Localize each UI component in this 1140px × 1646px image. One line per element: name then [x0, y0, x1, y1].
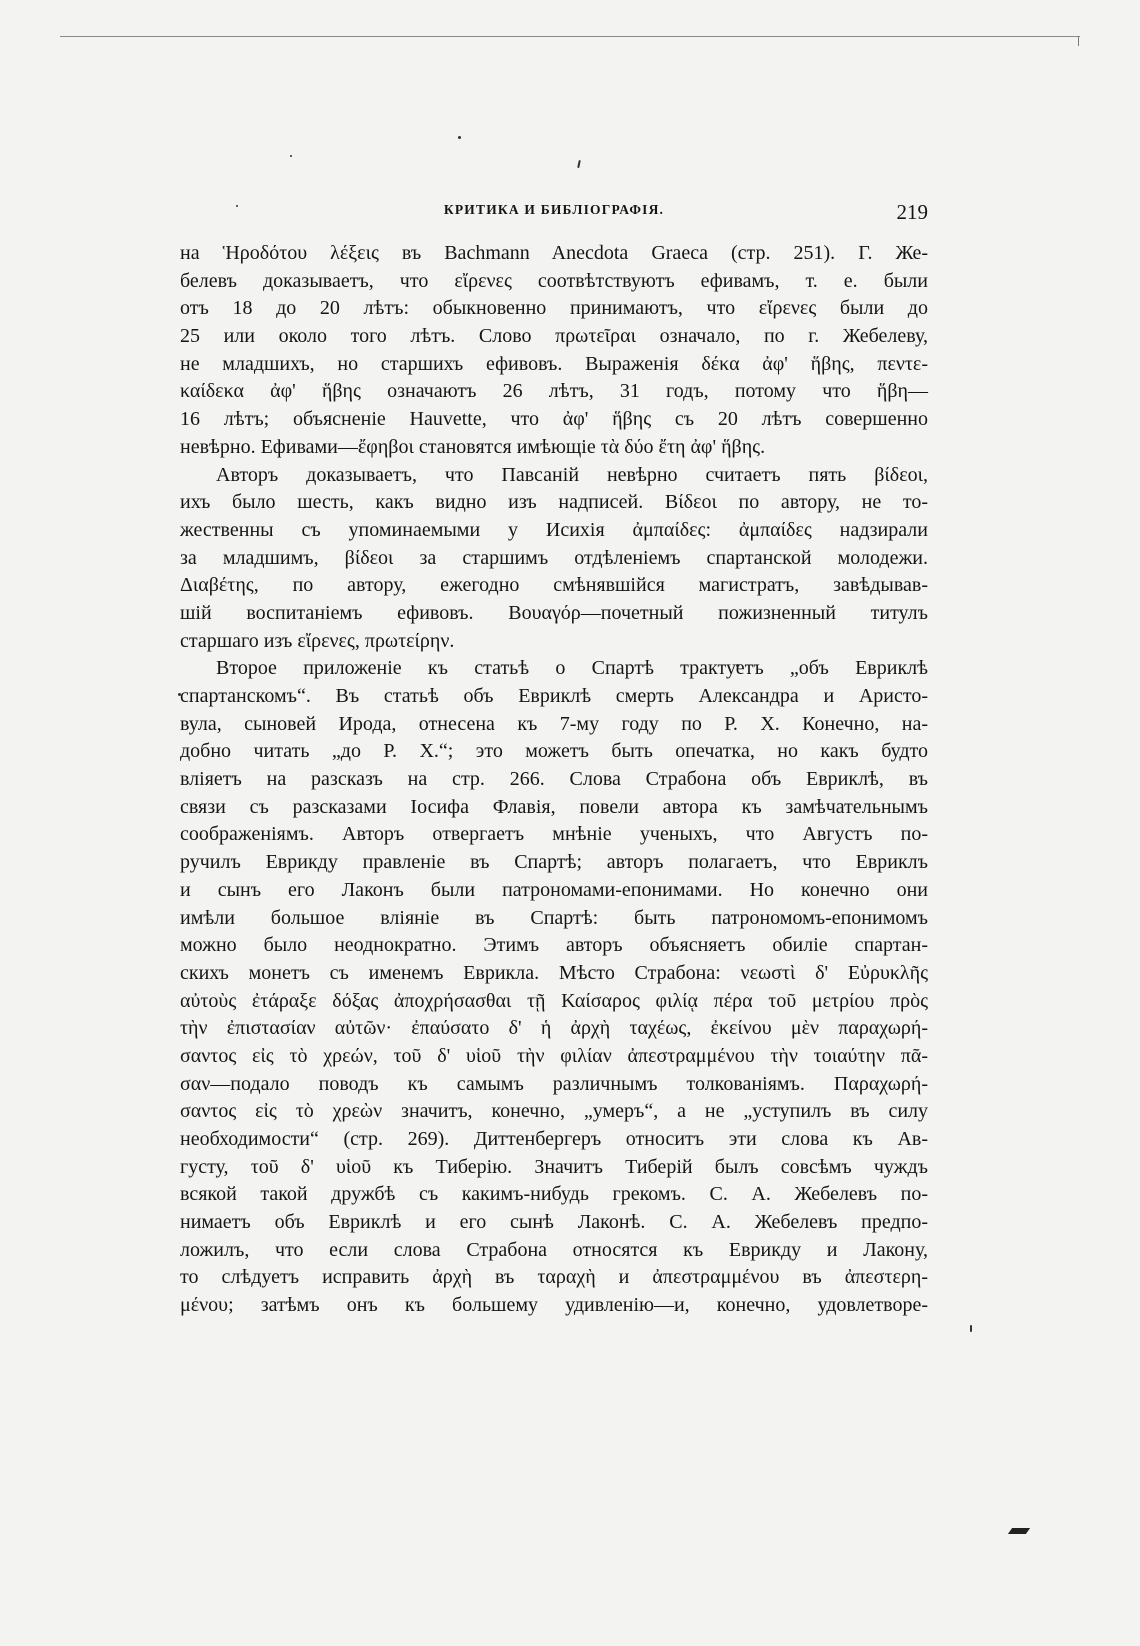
paragraph	[180, 462, 928, 656]
text-line: белевъ доказываетъ, что εἴρενες соотвѣтствуютъ ефивамъ, т. е. были	[180, 269, 928, 292]
corner-ink-mark	[1008, 1528, 1030, 1534]
text-line: старшаго изъ εἴρενες, πρωτείρην.	[180, 629, 455, 652]
text-line: καίδεκα ἀφ' ἥβης означаютъ 26 лѣтъ, 31 годъ, потому что ἥβη—	[180, 380, 928, 403]
text-line: густу, τοῦ δ' υἱοῦ къ Тиберію. Значитъ Тиберій былъ совсѣмъ чуждъ	[180, 1155, 928, 1178]
text-line: ложилъ, что если слова Страбона относятся къ Еврикду и Лакону,	[180, 1238, 928, 1261]
text-line: σαν—подало поводъ къ самымъ различнымъ толкованіямъ. Παραχωρή-	[180, 1072, 928, 1095]
paragraph	[180, 240, 928, 462]
text-line: скихъ монетъ съ именемъ Еврикла. Мѣсто Страбона: νεωστὶ δ' Εὐρυκλῆς	[180, 961, 928, 984]
text-line: можно было неоднократно. Этимъ авторъ объясняетъ обиліе спартан-	[180, 934, 928, 957]
scan-speck	[970, 1325, 972, 1332]
text-line: спартанскомъ“. Въ статьѣ объ Евриклѣ смерть Александра и Аристо-	[180, 685, 928, 707]
text-line: σαντος εἰς τὸ χρεών, τοῦ δ' υἱοῦ τὴν φιλίαν ἀπεστραμμένου τὴν τοιαύτην πᾶ-	[180, 1044, 928, 1067]
text-line: Авторъ доказываетъ, что Павсаній невѣрно считаетъ пять βίδεοι,	[216, 463, 928, 486]
running-head: КРИТИКА И БИБЛІОГРАФІЯ.	[443, 202, 665, 217]
text-line: Второе приложеніе къ статьѣ о Спартѣ трактуетъ „объ Евриклѣ	[216, 657, 928, 680]
text-line: τὴν ἐπιστασίαν αὐτῶν· ἐπαύσατο δ' ἡ ἀρχὴ ταχέως, ἐκείνου μὲν παραχωρή-	[180, 1017, 928, 1040]
scan-speck	[577, 160, 580, 168]
text-line: невѣрно. Ефивами—ἔφηβοι становятся имѣющіе τὰ δύο ἔτη ἀφ' ἥβης.	[180, 435, 766, 458]
text-line: отъ 18 до 20 лѣтъ: обыкновенно принимаютъ, что εἴρενες были до	[180, 297, 928, 320]
text-line: шій воспитаніемъ ефивовъ. Βουαγόρ—почетный пожизненный титулъ	[180, 601, 928, 624]
text-line: то слѣдуетъ исправить ἀρχὴ въ ταραχὴ и ἀπεστραμμένου въ ἀπεστερη-	[180, 1266, 928, 1289]
text-line: σαντος εἰς τὸ χρεὼν значитъ, конечно, „умеръ“, а не „уступилъ въ силу	[180, 1100, 928, 1123]
body-text	[180, 240, 928, 1320]
text-line: имѣли большое вліяніе въ Спартѣ: быть патрономомъ-епонимомъ	[180, 906, 928, 929]
text-line: связи съ разсказами Іосифа Флавія, повели автора къ замѣчательнымъ	[180, 795, 928, 818]
page-number: 219	[896, 200, 928, 224]
scan-speck	[290, 155, 292, 157]
text-line: αὐτοὺς ἐτάραξε δόξας ἀποχρήσασθαι τῇ Καίσαρος φιλίᾳ πέρα τοῦ μετρίου πρὸς	[180, 989, 928, 1012]
text-line: на Ἡροδότου λέξεις въ Bachmann Anecdota Graeca (стр. 251). Г. Же-	[180, 242, 928, 264]
text-line: 16 лѣтъ; объясненіе Hauvette, что ἀφ' ἥβης съ 20 лѣтъ совершенно	[180, 408, 928, 431]
text-line: за младшимъ, βίδεοι за старшимъ отдѣленіемъ спартанской молодежи.	[180, 546, 928, 569]
scan-speck	[458, 136, 461, 139]
text-line: ручилъ Еврикду правленіе въ Спартѣ; авторъ полагаетъ, что Евриклъ	[180, 851, 928, 874]
text-line: не младшихъ, но старшихъ ефивовъ. Выраженія δέκα ἀφ' ἥβης, πεντε-	[180, 352, 928, 375]
text-line: μένου; затѣмъ онъ къ большему удивленію—и, конечно, удовлетворе-	[180, 1294, 928, 1317]
text-line: всякой такой дружбѣ съ какимъ-нибудь грекомъ. С. А. Жебелевъ по-	[180, 1183, 928, 1206]
text-line: вула, сыновей Ирода, отнесена къ 7-му году по Р. Х. Конечно, на-	[180, 712, 928, 735]
paragraph	[180, 655, 928, 1320]
text-line: необходимости“ (стр. 269). Диттенбергеръ относитъ эти слова къ Ав-	[180, 1128, 928, 1150]
page-header	[180, 200, 928, 224]
text-line: 25 или около того лѣтъ. Слово πρωτεῖραι означало, по г. Жебелеву,	[180, 325, 928, 348]
text-line: соображеніямъ. Авторъ отвергаетъ мнѣніе ученыхъ, что Августъ по-	[180, 823, 928, 846]
text-line: добно читать „до Р. Х.“; это можетъ быть опечатка, но какъ будто	[180, 740, 928, 763]
text-line: вліяетъ на разсказъ на стр. 266. Слова Страбона объ Евриклѣ, въ	[180, 768, 928, 791]
top-rule-tick	[1078, 36, 1079, 46]
text-line: нимаетъ объ Евриклѣ и его сынѣ Лаконѣ. С. А. Жебелевъ предпо-	[180, 1211, 928, 1234]
text-line: ихъ было шесть, какъ видно изъ надписей. Βίδεοι по автору, не то-	[180, 491, 928, 514]
text-line: и сынъ его Лаконъ были патрономами-епонимами. Но конечно они	[180, 878, 928, 901]
text-line: Διαβέτης, по автору, ежегодно смѣнявшійся магистратъ, завѣдывав-	[180, 574, 928, 597]
top-scan-rule	[60, 36, 1080, 37]
text-line: жественны съ упоминаемыми у Исихія ἀμπαίδες: ἀμπαίδες надзирали	[180, 518, 928, 541]
